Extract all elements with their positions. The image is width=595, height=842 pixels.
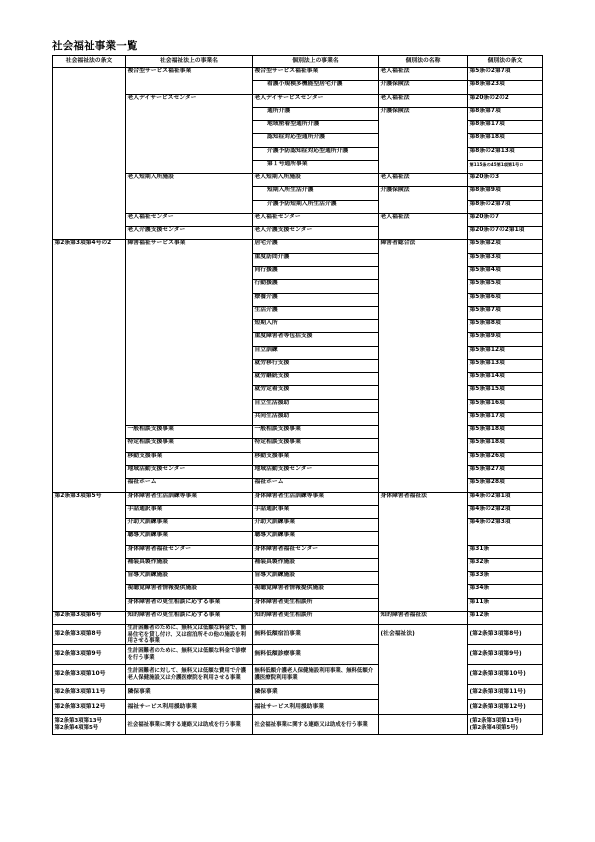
law-article-cell: 第32条 (468, 558, 543, 571)
law-article-cell: 第34条 (468, 585, 543, 598)
individual-business-cell: 福祉サービス利用援助事業 (253, 700, 379, 715)
individual-business-cell: 隣保事業 (253, 685, 379, 700)
individual-business-cell: 自立生活援助 (253, 399, 379, 412)
business-cell: 老人デイサービスセンター (126, 94, 253, 174)
business-cell: 福祉サービス利用援助事業 (126, 700, 253, 715)
law-article-cell: (第2条第3項第9号) (468, 645, 543, 665)
table-row (53, 625, 543, 645)
table-row (53, 426, 543, 439)
individual-business-cell: 視聴覚障害者情報提供施設 (253, 585, 379, 598)
law-article-cell: 第5条第27項 (468, 465, 543, 478)
individual-business-cell: 手話通訳事業 (253, 505, 379, 518)
law-article-cell: (第2条第3項第11号) (468, 685, 543, 700)
law-article-cell: 第5条第16項 (468, 399, 543, 412)
business-cell: 特定相談支援事業 (126, 439, 253, 452)
law-article-cell: 第5条第15項 (468, 386, 543, 399)
article-cell: 第2条第3項第12号 (53, 700, 126, 715)
table-row (53, 227, 543, 240)
header-business-name: 社会福祉法上の事業名 (126, 56, 253, 68)
table-row (53, 585, 543, 598)
business-cell: 社会福祉事業に関する連絡又は助成を行う事業 (126, 715, 253, 735)
law-article-cell: 第12条 (468, 611, 543, 624)
table-row (53, 439, 543, 452)
law-cell: 身体障害者福祉法 (379, 492, 468, 611)
business-cell: 介助犬訓練事業 (126, 519, 253, 532)
individual-business-cell: 就労移行支援 (253, 359, 379, 372)
table-row (53, 505, 543, 518)
individual-business-cell: 生活介護 (253, 306, 379, 319)
table-row (53, 572, 543, 585)
table-row (53, 492, 543, 505)
law-cell: 老人福祉法 (379, 94, 468, 107)
article-cell: 第2条第3項第4号の2 (53, 240, 126, 492)
individual-business-cell: 特定相談支援事業 (253, 439, 379, 452)
individual-business-cell: 社会福祉事業に関する連絡又は助成を行う事業 (253, 715, 379, 735)
law-article-cell: 第5条第18項 (468, 439, 543, 452)
business-cell: 生計困難者のために、無料又は低額な料金で診療を行う事業 (126, 645, 253, 665)
individual-business-cell: 短期入所 (253, 320, 379, 333)
individual-business-cell: 身体障害者生活訓練等事業 (253, 492, 379, 505)
law-cell: 介護保険法 (379, 81, 468, 94)
business-cell: 補装具製作施設 (126, 558, 253, 571)
individual-business-cell: 同行援護 (253, 266, 379, 279)
law-article-cell: 第5条第14項 (468, 373, 543, 386)
table-row (53, 645, 543, 665)
law-article-cell: 第8条第7項 (468, 107, 543, 120)
law-article-cell: 第20条の7の2第1項 (468, 227, 543, 240)
law-cell: 老人福祉法 (379, 213, 468, 240)
header-law-article: 個別法の条文 (468, 56, 543, 68)
law-article-cell: 第115条の45第1項第1号ロ (468, 160, 543, 173)
individual-business-cell: 認知症対応型通所介護 (253, 134, 379, 147)
law-cell: 介護保険法 (379, 107, 468, 173)
individual-business-cell: 就労定着支援 (253, 386, 379, 399)
business-cell: 老人介護支援センター (126, 227, 253, 240)
law-article-cell: 第5条の2第7項 (468, 68, 543, 81)
individual-business-cell: 療養介護 (253, 293, 379, 306)
individual-business-cell: 身体障害者更生相談所 (253, 598, 379, 611)
article-cell: 第2条第3項第6号 (53, 611, 126, 624)
law-article-cell: 第4条の2第3項 (468, 519, 543, 546)
law-article-cell: 第4条の2第1項 (468, 492, 543, 505)
individual-business-cell: 聴導犬訓練事業 (253, 532, 379, 545)
law-article-cell: 第5条第12項 (468, 346, 543, 359)
individual-business-cell: 地域活動支援センター (253, 465, 379, 478)
individual-business-cell: 自立訓練 (253, 346, 379, 359)
business-cell: 身体障害者生活訓練等事業 (126, 492, 253, 505)
law-article-cell: 第5条第4項 (468, 266, 543, 279)
business-cell: 盲導犬訓練施設 (126, 572, 253, 585)
law-article-cell: (第2条第3項第8号) (468, 625, 543, 645)
business-cell: 知的障害者の更生相談に応ずる事業 (126, 611, 253, 624)
law-article-cell: 第5条第26項 (468, 452, 543, 465)
individual-business-cell: 居宅介護 (253, 240, 379, 253)
article-cell: 第2条第3項第10号 (53, 665, 126, 685)
individual-business-cell: 移動支援事業 (253, 452, 379, 465)
individual-business-cell: 一般相談支援事業 (253, 426, 379, 439)
table-row (53, 465, 543, 478)
law-article-cell: 第5条第5項 (468, 280, 543, 293)
business-cell: 複合型サービス福祉事業 (126, 68, 253, 95)
business-cell: 老人短期入所施設 (126, 174, 253, 214)
article-cell (53, 68, 126, 240)
law-article-cell: 第8条第9項 (468, 187, 543, 200)
law-article-cell: 第5条第9項 (468, 333, 543, 346)
law-article-cell: 第20条の7 (468, 213, 543, 226)
table-row (53, 452, 543, 465)
table-row (53, 94, 543, 107)
law-article-cell: 第20条の3 (468, 174, 543, 187)
business-cell: 老人福祉センター (126, 213, 253, 226)
business-cell: 生計困難者のために、無料又は低額な料金で、簡易住宅を貸し付け、又は宿泊所その他の施設を利用させる事業 (126, 625, 253, 645)
individual-business-cell: 盲導犬訓練施設 (253, 572, 379, 585)
law-article-cell: 第5条第17項 (468, 412, 543, 425)
business-cell: 生計困難者に対して、無料又は低額な費用で介護老人保健施設又は介護医療院を利用させる事業 (126, 665, 253, 685)
table-row (53, 715, 543, 735)
header-individual-business-name: 個別法上の事業名 (253, 56, 379, 68)
article-cell: 第2条第3項第9号 (53, 645, 126, 665)
law-article-cell: 第5条第8項 (468, 320, 543, 333)
business-cell: 移動支援事業 (126, 452, 253, 465)
document-title: 社会福祉事業一覧 (52, 40, 138, 52)
business-cell: 福祉ホーム (126, 479, 253, 492)
law-article-cell: 第5条第18項 (468, 426, 543, 439)
header-article: 社会福祉法の条文 (53, 56, 126, 68)
law-article-cell: 第33条 (468, 572, 543, 585)
welfare-business-table (52, 55, 543, 735)
table-row (53, 558, 543, 571)
individual-business-cell: 就労継続支援 (253, 373, 379, 386)
business-cell: 障害福祉サービス事業 (126, 240, 253, 426)
law-cell: 障害者総合法 (379, 240, 468, 492)
law-article-cell: 第5条第13項 (468, 359, 543, 372)
individual-business-cell: 地域密着型通所介護 (253, 121, 379, 134)
individual-business-cell: 無料低額介護老人保健施設利用事業、無料低額介護医療院利用事業 (253, 665, 379, 685)
table-row (53, 685, 543, 700)
article-cell: 第2条第3項第11号 (53, 685, 126, 700)
law-cell: 老人福祉法 (379, 174, 468, 187)
individual-business-cell: 老人短期入所施設 (253, 174, 379, 187)
individual-business-cell: 無料低額診療事業 (253, 645, 379, 665)
individual-business-cell: 複合型サービス福祉事業 (253, 68, 379, 81)
law-cell: 介護保険法 (379, 187, 468, 214)
individual-business-cell: 行動援護 (253, 280, 379, 293)
law-article-cell: (第2条第3項第12号) (468, 700, 543, 715)
table-row (53, 213, 543, 226)
law-article-cell: (第2条第3項第10号) (468, 665, 543, 685)
business-cell: 聴導犬訓練事業 (126, 532, 253, 545)
header-law-name: 個別法の名称 (379, 56, 468, 68)
table-row (53, 665, 543, 685)
individual-business-cell: 重度障害者等包括支援 (253, 333, 379, 346)
business-cell: 手話通訳事業 (126, 505, 253, 518)
individual-business-cell: 老人福祉センター (253, 213, 379, 226)
law-article-cell: 第5条第3項 (468, 253, 543, 266)
individual-business-cell: 介護予防認知症対応型通所介護 (253, 147, 379, 160)
table-row (53, 479, 543, 492)
law-cell: (社会福祉法) (379, 625, 468, 715)
law-article-cell: 第5条第6項 (468, 293, 543, 306)
individual-business-cell: 通所介護 (253, 107, 379, 120)
individual-business-cell: 重度訪問介護 (253, 253, 379, 266)
individual-business-cell: 老人介護支援センター (253, 227, 379, 240)
individual-business-cell: 無料低額宿泊事業 (253, 625, 379, 645)
table-row (53, 598, 543, 611)
law-article-cell: 第8条の2第13項 (468, 147, 543, 160)
individual-business-cell: 身体障害者福祉センター (253, 545, 379, 558)
business-cell: 隣保事業 (126, 685, 253, 700)
business-cell: 身体障害者の更生相談に応ずる事業 (126, 598, 253, 611)
table-row (53, 611, 543, 624)
business-cell: 身体障害者福祉センター (126, 545, 253, 558)
business-cell: 一般相談支援事業 (126, 426, 253, 439)
law-cell (379, 715, 468, 735)
law-article-cell: 第8条第17項 (468, 121, 543, 134)
law-article-cell: 第11条 (468, 598, 543, 611)
law-article-cell: 第5条第28項 (468, 479, 543, 492)
individual-business-cell: 第１号通所事業 (253, 160, 379, 173)
table-row (53, 240, 543, 253)
law-article-cell: 第8条第18項 (468, 134, 543, 147)
article-cell: 第2条第3項第5号 (53, 492, 126, 611)
individual-business-cell: 短期入所生活介護 (253, 187, 379, 200)
law-article-cell: 第4条の2第2項 (468, 505, 543, 518)
individual-business-cell: 看護小規模多機能型居宅介護 (253, 81, 379, 94)
business-cell: 地域活動支援センター (126, 465, 253, 478)
individual-business-cell: 補装具製作施設 (253, 558, 379, 571)
individual-business-cell: 老人デイサービスセンター (253, 94, 379, 107)
individual-business-cell: 共同生活援助 (253, 412, 379, 425)
individual-business-cell: 福祉ホーム (253, 479, 379, 492)
law-article-cell: 第5条第7項 (468, 306, 543, 319)
article-cell: 第2条第3項第8号 (53, 625, 126, 645)
law-article-cell: (第2条第3項第13号) (第2条第4項第5号) (468, 715, 543, 735)
law-cell: 知的障害者福祉法 (379, 611, 468, 624)
table-row (53, 700, 543, 715)
table-row (53, 68, 543, 81)
table-row (53, 519, 543, 532)
individual-business-cell: 介助犬訓練事業 (253, 519, 379, 532)
individual-business-cell: 知的障害者更生相談所 (253, 611, 379, 624)
individual-business-cell: 介護予防短期入所生活介護 (253, 200, 379, 213)
law-article-cell: 第8条の2第7項 (468, 200, 543, 213)
law-cell: 老人福祉法 (379, 68, 468, 81)
article-cell: 第2条第3項第13号 第2条第4項第5号 (53, 715, 126, 735)
table-row (53, 174, 543, 187)
table-header-row (53, 56, 543, 68)
law-article-cell: 第31条 (468, 545, 543, 558)
law-article-cell: 第20条の2の2 (468, 94, 543, 107)
law-article-cell: 第8条第23項 (468, 81, 543, 94)
table-row (53, 545, 543, 558)
law-article-cell: 第5条第2項 (468, 240, 543, 253)
business-cell: 視聴覚障害者情報提供施設 (126, 585, 253, 598)
